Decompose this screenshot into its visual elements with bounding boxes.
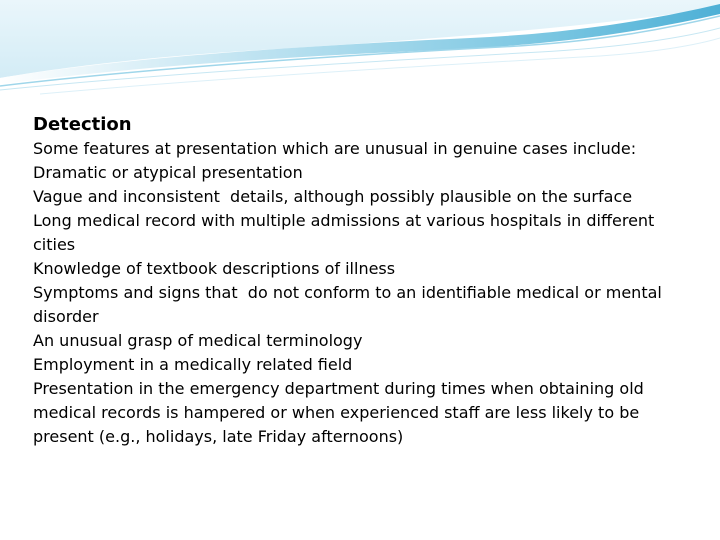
text-line: Some features at presentation which are unusual in genuine cases include: (33, 139, 637, 158)
text-line: disorder (33, 307, 99, 326)
text-line: present (e.g., holidays, late Friday afternoons) (33, 427, 404, 446)
text-line: medical records is hampered or when experienced staff are less likely to be (33, 403, 640, 422)
text-line: Dramatic or atypical presentation (33, 163, 303, 182)
text-line: Presentation in the emergency department during times when obtaining old (33, 379, 644, 398)
text-line: Knowledge of textbook descriptions of illness (33, 259, 396, 278)
text-line: cities (33, 235, 76, 254)
slide-content (33, 113, 693, 449)
text-line: Vague and inconsistent details, although possibly plausible on the surface (33, 187, 633, 206)
text-line: An unusual grasp of medical terminology (33, 331, 363, 350)
text-line: Long medical record with multiple admissions at various hospitals in different (33, 211, 655, 230)
slide-heading: Detection (33, 114, 132, 135)
text-line: Employment in a medically related field (33, 355, 353, 374)
text-line: Symptoms and signs that do not conform to an identifiable medical or mental (33, 283, 662, 302)
header-swoosh-decoration (0, 0, 720, 100)
